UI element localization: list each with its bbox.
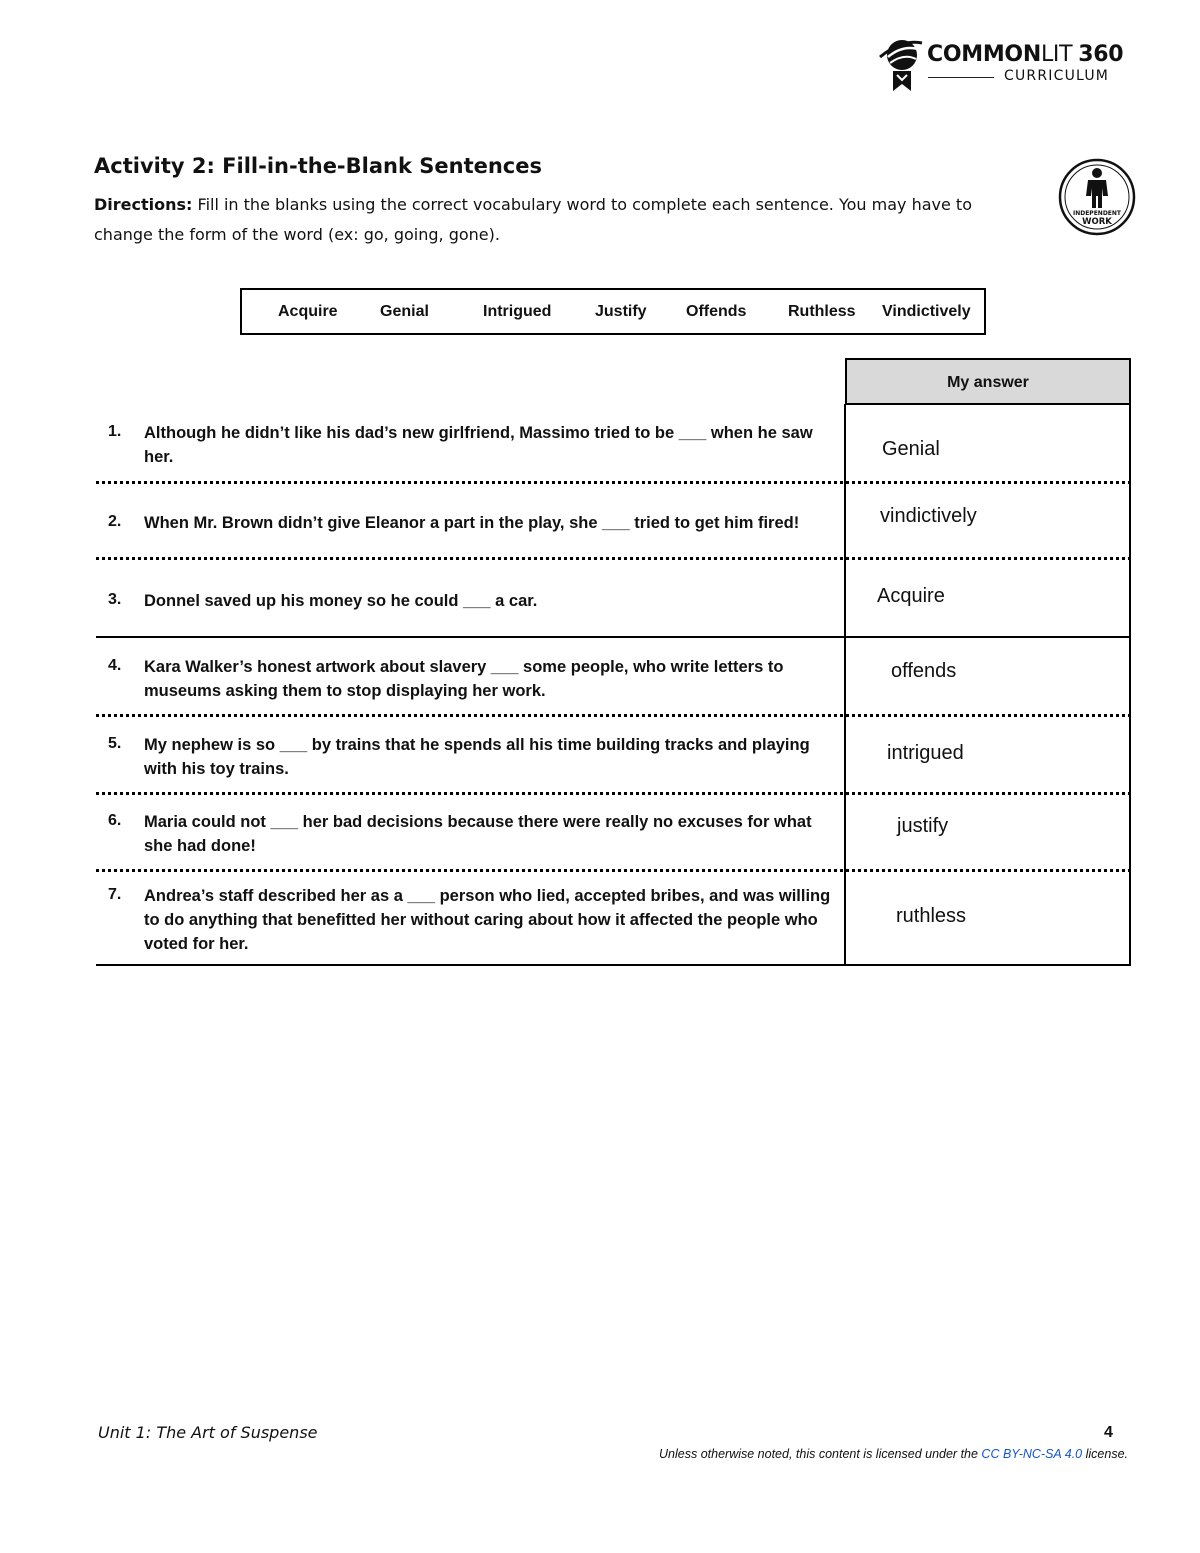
question-text: Andrea’s staff described her as a ___ person who lied, accepted bribes, and was willing to do anything that benefitted her without caring about how it affected the people who voted for her.: [144, 887, 831, 953]
question-number: 4.: [108, 657, 122, 674]
table-bottom-border: [96, 964, 1131, 966]
question-text: Maria could not ___ her bad decisions because there were really no excuses for what she had done!: [144, 813, 812, 855]
license-notice: [659, 1447, 1128, 1461]
svg-text:WORK: WORK: [1082, 217, 1112, 227]
row-divider: [96, 792, 1131, 795]
question-text: Kara Walker’s honest artwork about slavery ___ some people, who write letters to museums asking them to stop displaying her work.: [144, 658, 784, 700]
logo-wordmark: COMMONLIT 360: [927, 42, 1124, 67]
license-suffix: license.: [1082, 1447, 1128, 1461]
answer-text: Acquire: [877, 585, 945, 607]
license-link[interactable]: CC BY-NC-SA 4.0: [981, 1447, 1083, 1461]
answer-text: offends: [891, 660, 957, 682]
answer-text: intrigued: [887, 742, 964, 764]
row-divider: [96, 481, 1131, 484]
commonlit-logo: [878, 35, 1130, 95]
word-bank-item: Intrigued: [483, 303, 552, 320]
word-bank-item: Justify: [595, 303, 647, 320]
question-number: 6.: [108, 812, 122, 829]
question-number: 3.: [108, 591, 122, 608]
word-bank-item: Genial: [380, 303, 429, 320]
directions-text: Fill in the blanks using the correct vocabulary word to complete each sentence. You may have to change the form of the word (ex: go, going, gone).: [94, 195, 972, 244]
footer-unit-title: Unit 1: The Art of Suspense: [98, 1423, 318, 1442]
word-bank-item: Offends: [686, 303, 747, 320]
question-text: When Mr. Brown didn’t give Eleanor a part in the play, she ___ tried to get him fired!: [144, 514, 800, 532]
answer-column-left-border: [844, 404, 846, 966]
row-divider: [96, 636, 1131, 638]
row-divider: [96, 714, 1131, 717]
answer-text: ruthless: [896, 905, 967, 927]
globe-ribbon-icon: [878, 35, 924, 93]
page-number: 4: [1104, 1424, 1113, 1441]
word-bank-item: Vindictively: [882, 303, 971, 320]
answer-text: Genial: [882, 438, 940, 460]
answer-column-right-border: [1129, 404, 1131, 966]
row-divider: [96, 869, 1131, 872]
svg-text:INDEPENDENT: INDEPENDENT: [1072, 210, 1122, 217]
word-bank-item: Ruthless: [788, 303, 856, 320]
question-number: 7.: [108, 886, 122, 903]
question-text: My nephew is so ___ by trains that he spends all his time building tracks and playing with his toy trains.: [144, 736, 810, 778]
logo-subtitle: CURRICULUM: [1004, 68, 1110, 84]
question-number: 1.: [108, 423, 122, 440]
question-number: 5.: [108, 735, 122, 752]
word-bank-item: Acquire: [278, 303, 338, 320]
row-divider: [96, 557, 1131, 560]
question-text: Donnel saved up his money so he could ___ a car.: [144, 592, 538, 610]
activity-title: Activity 2: Fill-in-the-Blank Sentences: [94, 154, 542, 178]
answer-text: justify: [897, 815, 949, 837]
answer-column-header: [845, 358, 1131, 405]
directions: [94, 190, 1034, 250]
directions-label: Directions:: [94, 195, 193, 214]
logo-divider: [928, 77, 994, 78]
question-text: Although he didn’t like his dad’s new girlfriend, Massimo tried to be ___ when he saw her.: [144, 424, 813, 466]
independent-work-icon: [1058, 158, 1136, 236]
answer-header-label: My answer: [947, 374, 1029, 391]
word-bank: [240, 288, 986, 335]
license-prefix: Unless otherwise noted, this content is licensed under the: [659, 1447, 982, 1461]
question-number: 2.: [108, 513, 122, 530]
answer-text: vindictively: [880, 505, 977, 527]
